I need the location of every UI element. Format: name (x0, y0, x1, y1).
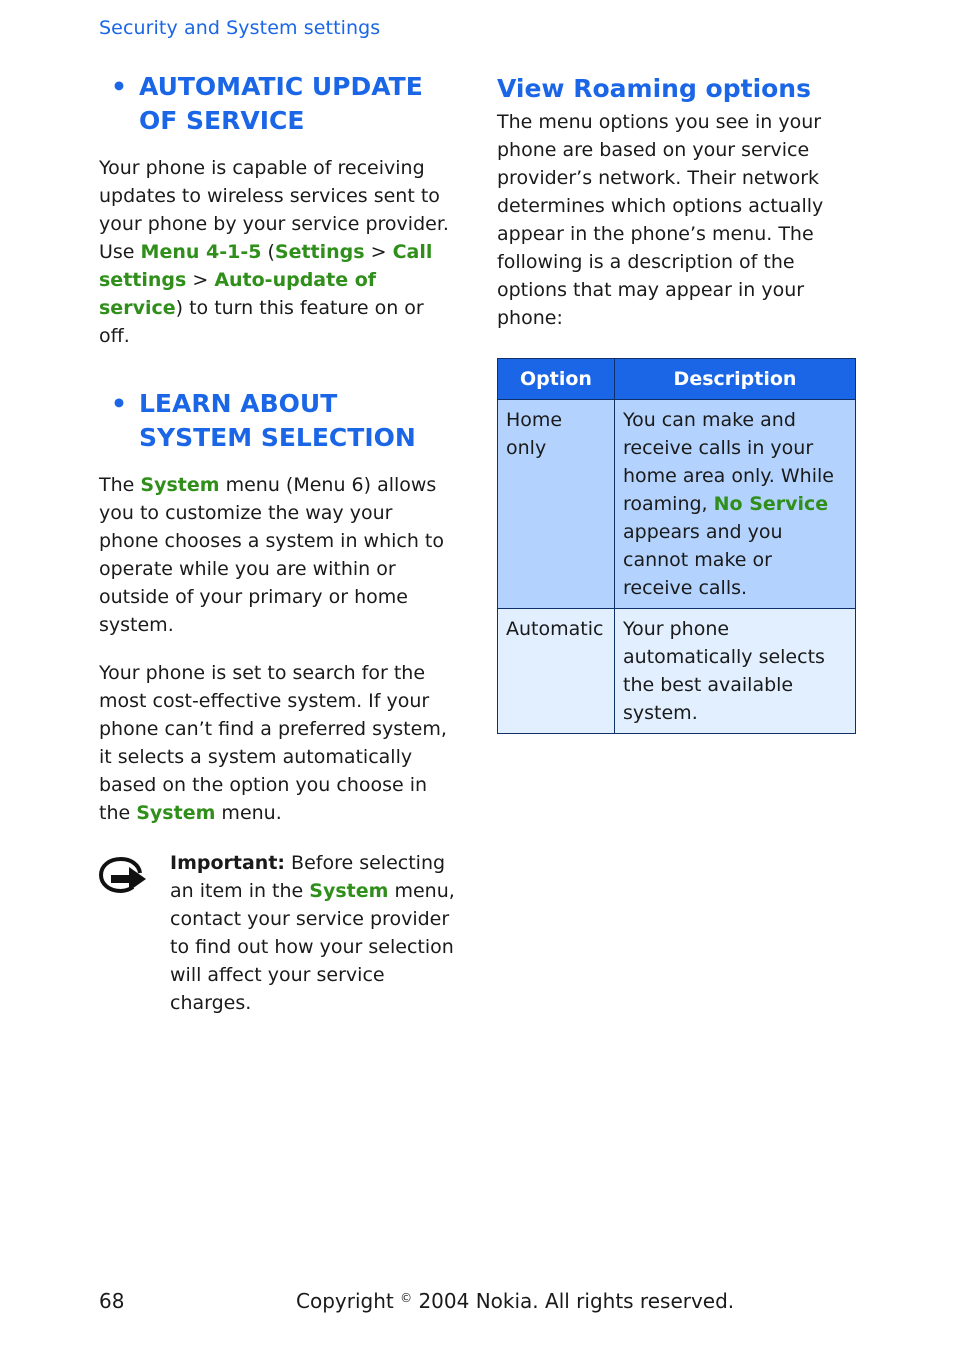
auto-update-menu-link: Auto-update of service (99, 269, 377, 319)
no-service-label: No Service (713, 493, 829, 515)
column-header-description: Description (615, 359, 856, 400)
option-cell: Home only (498, 400, 615, 609)
settings-menu-link: Settings (274, 241, 365, 263)
system-menu-link: System (309, 880, 389, 902)
text: ( (261, 241, 275, 263)
table-row (498, 609, 856, 734)
right-column (497, 70, 859, 734)
text: appears and you cannot make or receive calls. (623, 521, 783, 599)
important-note-text (170, 849, 457, 1017)
option-cell: Automatic (498, 609, 615, 734)
call-settings-menu-link: Call settings (99, 241, 433, 291)
system-menu-link: System (136, 802, 216, 824)
text: menu, contact your service provider to find out how your selection will affect your service charges. (170, 880, 455, 1014)
page-number: 68 (99, 1289, 125, 1313)
text: menu (Menu 6) allows you to customize the way your phone chooses a system in which to operate while you are within or outside of your primary or home system. (99, 474, 444, 636)
table-header-row (498, 359, 856, 400)
auto-update-paragraph (99, 154, 457, 350)
section-heading-system-selection (99, 387, 457, 455)
running-header: Security and System settings (99, 17, 381, 39)
system-search-paragraph (99, 659, 457, 827)
heading-text: AUTOMATIC UPDATE OF SERVICE (139, 72, 423, 135)
bullet: • (111, 389, 127, 418)
system-menu-link: System (140, 474, 220, 496)
important-note-icon (99, 849, 170, 1017)
text: menu. (215, 802, 282, 824)
heading-text: LEARN ABOUT SYSTEM SELECTION (139, 389, 416, 452)
separator: > (186, 269, 215, 291)
bullet: • (111, 72, 127, 101)
text: Copyright (296, 1289, 401, 1313)
copyright-notice (296, 1289, 734, 1313)
menu-path-link: Menu 4-1-5 (140, 241, 262, 263)
text: Before selecting an item in the (170, 852, 446, 902)
roaming-intro: The menu options you see in your phone are based on your service provider’s network. Their network determines which options actually appear in the phone’s menu. The following is a description of the options that may appear in your phone: (497, 111, 824, 329)
text: Your phone is set to search for the most cost-effective system. If your phone can’t find a preferred system, it selects a system automatically based on the option you choose in the (99, 662, 447, 824)
text: 2004 Nokia. All rights reserved. (412, 1289, 735, 1313)
roaming-options-table (497, 358, 856, 734)
section-heading-auto-update (99, 70, 457, 138)
text: The (99, 474, 141, 496)
copyright-symbol: © (400, 1291, 413, 1305)
roaming-heading: View Roaming options (497, 74, 811, 103)
table-row (498, 400, 856, 609)
important-label: Important: (170, 852, 286, 874)
text: You can make and receive calls in your home area only. While roaming, (623, 409, 834, 515)
description-cell (615, 400, 856, 609)
system-menu-paragraph (99, 471, 457, 639)
description-cell: Your phone automatically selects the best available system. (615, 609, 856, 734)
column-header-option: Option (498, 359, 615, 400)
separator: > (364, 241, 393, 263)
text: Your phone is capable of receiving updates to wireless services sent to your phone by your service provider. Use (99, 157, 449, 263)
left-column (99, 70, 457, 1017)
important-note (99, 849, 457, 1017)
text: ) to turn this feature on or off. (99, 297, 424, 347)
